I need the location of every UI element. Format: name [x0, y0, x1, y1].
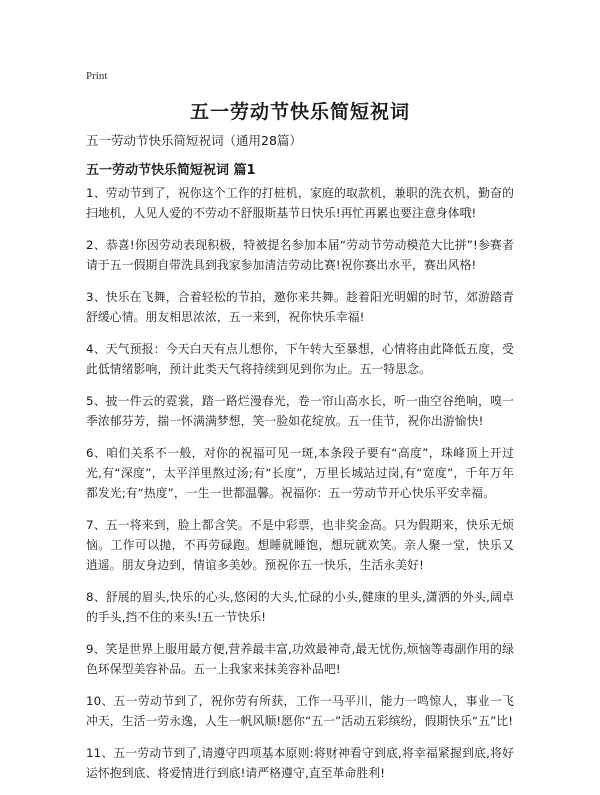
section-heading: 五一劳动节快乐简短祝词 篇1 — [86, 163, 256, 178]
paragraph: 7、五一将来到，脸上都含笑。不是中彩票，也非奖金高。只为假期来，快乐无烦恼。工作可以抛，不再劳碌跑。想睡就睡饱，想玩就欢笑。亲人聚一堂，快乐又逍遥。朋友身边到，情谊多美妙。预祝你五一快乐，生活永美好! — [86, 518, 514, 572]
paragraph: 5、披一件云的霓裳，踏一路烂漫春光，卷一帘山高水长，听一曲空谷绝响，嗅一季浓郁芬芳，揣一怀满满梦想，笑一脸如花绽放。五一佳节，祝你出游愉快! — [86, 394, 514, 428]
page-title: 五一劳动节快乐简短祝词 — [189, 101, 410, 123]
paragraph-list — [86, 183, 514, 795]
paragraph: 11、五一劳动节到了,请遵守四项基本原则:将财神看守到底,将幸福紧握到底,将好运怀抱到底、将爱情进行到底!请严格遵守,直至革命胜利! — [86, 746, 514, 780]
document-subtitle: 五一劳动节快乐简短祝词（通用28篇） — [86, 133, 302, 148]
paragraph: 6、咱们关系不一般，对你的祝福可见一斑,本条段子要有“高度”，珠峰顶上开过光,有“深度”，太平洋里熬过汤;有“长度”，万里长城站过岗,有“宽度”，千年万年都发光;有“热度”，一生一世都温馨。祝福你：五一劳动节开心快乐平安幸福。 — [86, 446, 514, 500]
paragraph: 9、笑是世界上服用最方便,营养最丰富,功效最神奇,最无忧伤,烦恼等毒副作用的绿色环保型美容补品。五一上我家来抹美容补品吧! — [86, 642, 514, 676]
paragraph: 4、天气预报：今天白天有点儿想你，下午转大至暴想，心情将由此降低五度，受此低情绪影响，预计此类天气将持续到见到你为止。五一特思念。 — [86, 342, 514, 376]
paragraph: 10、五一劳动节到了，祝你劳有所获，工作一马平川，能力一鸣惊人，事业一飞冲天，生活一劳永逸，人生一帆风顺!愿你“五一”活动五彩缤纷，假期快乐“五”比! — [86, 694, 514, 728]
paragraph: 8、舒展的眉头,快乐的心头,悠闲的大头,忙碌的小头,健康的里头,潇洒的外头,阔卓的手头,挡不住的来头!五一节快乐! — [86, 590, 514, 624]
paragraph: 3、快乐在飞舞，合着轻松的节拍，邀你来共舞。趁着阳光明媚的时节，郊游踏青舒缓心情。朋友相思浓浓，五一来到，祝你快乐幸福! — [86, 290, 514, 324]
paragraph: 2、恭喜!你因劳动表现积极，特被提名参加本届“劳动节劳动模范大比拼”!参赛者请于五一假期自带洗具到我家参加清洁劳动比赛!祝你赛出水平，赛出风格! — [86, 238, 514, 272]
paragraph: 1、劳动节到了，祝你这个工作的打桩机，家庭的取款机，兼职的洗衣机，勤奋的扫地机，人见人爱的不劳动不舒服斯基节日快乐!再忙再累也要注意身体哦! — [86, 186, 514, 220]
print-link[interactable]: Print — [86, 70, 108, 82]
